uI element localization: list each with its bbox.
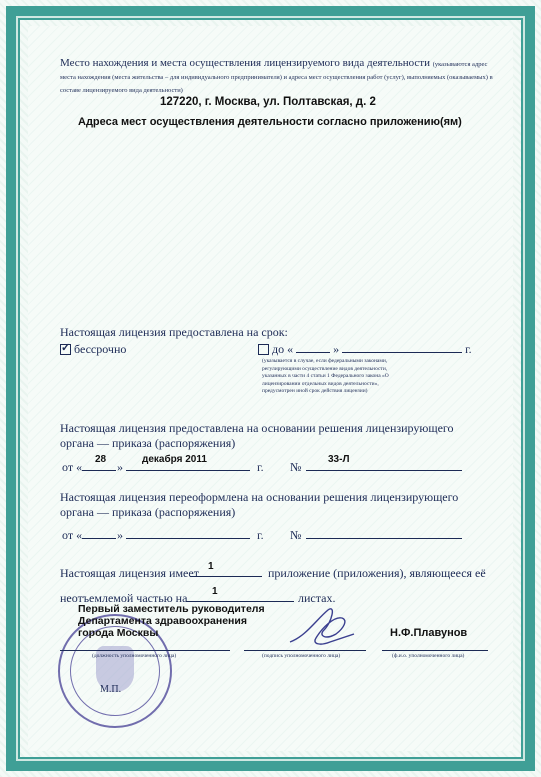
addresses-note: Адреса мест осуществления деятельности согласно приложению(ям) <box>78 116 462 128</box>
reissue-number-label: № <box>290 528 302 542</box>
basis-quote-close: » <box>117 460 123 474</box>
reissue-year-suffix: г. <box>257 528 264 542</box>
basis-label: Настоящая лицензия предоставлена на основании решения лицензирующего органа — приказа (распоряжения) <box>60 421 454 450</box>
indefinite-label: бессрочно <box>74 342 127 356</box>
term-note: (указывается в случае, если федеральными законами, регулирующими осуществление видов деятельности, указанных в части 4 статьи 1 Федерального закона «О лицензировании отдельных видов деятельности», предусмотрен иной срок действия лицензии) <box>262 358 389 394</box>
signatory-name: Н.Ф.Плавунов <box>390 627 468 639</box>
reissue-from-label: от « <box>62 528 83 542</box>
appendix-sheets: 1 <box>212 586 218 597</box>
basis-year-suffix: г. <box>257 460 264 474</box>
term-label: Настоящая лицензия предоставлена на срок: <box>60 325 288 339</box>
location-heading-title: Место нахождения и места осуществления лицензируемого вида деятельности <box>60 57 430 69</box>
basis-day: 28 <box>95 454 107 465</box>
appendix-label-after: приложение (приложения), являющееся её <box>268 566 486 580</box>
until-option <box>258 342 478 357</box>
position-note: (должность уполномоченного лица) <box>92 653 177 659</box>
until-label: до « <box>272 342 294 356</box>
location-heading-note: (указываются адрес места нахождения (места жительства – для индивидуального предпринимателя) и адреса мест осуществления работ (услуг), выполняемых (оказываемых) в составе лицензируемого вида деятельности) <box>60 61 493 94</box>
until-checkbox <box>258 344 269 355</box>
appendix-label-before: Настоящая лицензия имеет <box>60 566 199 580</box>
basis-from-label: от « <box>62 460 83 474</box>
reissue-quote-close: » <box>117 528 123 542</box>
indefinite-checkbox <box>60 344 71 355</box>
basis-number: 33-Л <box>328 454 350 465</box>
stamp-label: М.П. <box>100 684 122 695</box>
appendix-count: 1 <box>208 561 214 572</box>
address-text: 127220, г. Москва, ул. Полтавская, д. 2 <box>160 96 376 108</box>
until-year-suffix: г. <box>465 342 472 356</box>
appendix-sheets-label: листах. <box>298 591 336 605</box>
handwritten-signature <box>286 598 358 654</box>
name-note: (ф.и.о. уполномоченного лица) <box>392 653 465 659</box>
appendix-part-label: неотъемлемой частью на <box>60 591 188 605</box>
basis-month-year: декабря 2011 <box>142 454 207 465</box>
signatory-position: Первый заместитель руководителя Департамента здравоохранения города Москвы <box>78 603 265 639</box>
signature-note: (подпись уполномоченного лица) <box>262 653 341 659</box>
basis-number-label: № <box>290 460 302 474</box>
until-quote-close: » <box>333 342 340 356</box>
location-heading <box>60 57 500 96</box>
reissue-label: Настоящая лицензия переоформлена на основании решения лицензирующего органа — приказа (распоряжения) <box>60 490 459 519</box>
indefinite-option <box>60 342 126 357</box>
